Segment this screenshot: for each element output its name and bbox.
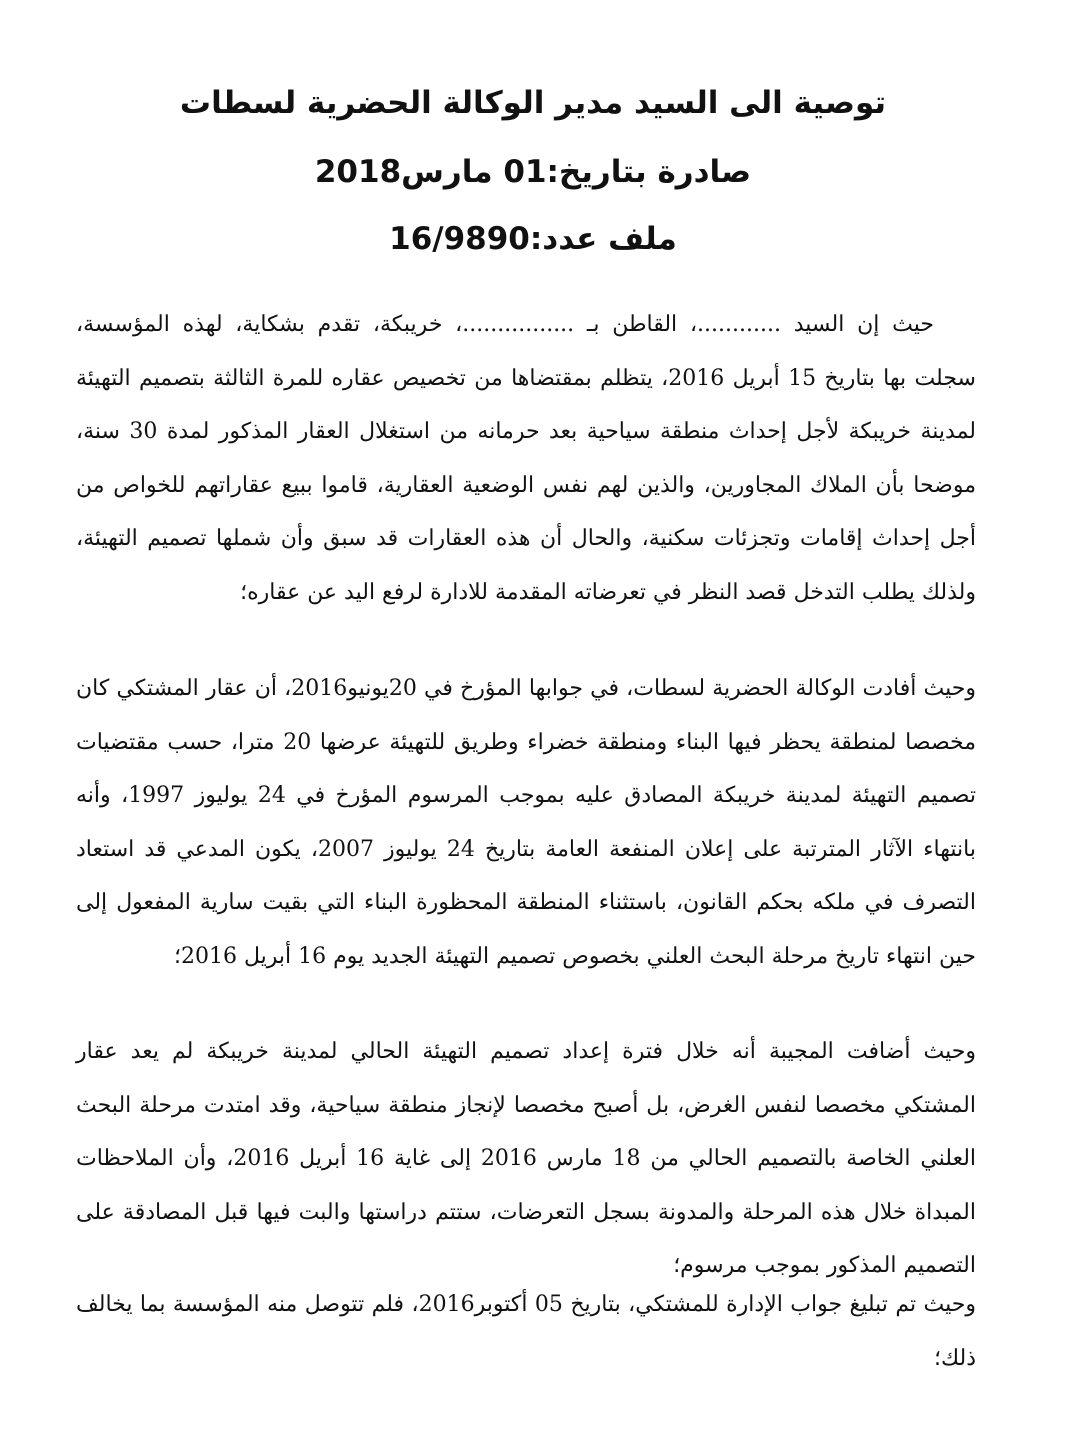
issue-date-line: صادرة بتاريخ:01 مارس2018 (314, 154, 752, 190)
file-number-line: ملف عدد:16/9890 (389, 221, 677, 257)
document-title: توصية الى السيد مدير الوكالة الحضرية لسطات (179, 85, 887, 121)
paragraph-complaint: حيث إن السيد ............، القاطن بـ ................، خريبكة، تقدم بشكاية، لهذه المؤسسة، سجلت بها بتاريخ 15 أبريل 2016، يتظلم بمقتضاها من تخصيص عقاره للمرة الثالثة بتصميم التهيئة لمدينة خريبكة لأجل إحداث منطقة سياحية بعد حرمانه من استغلال العقار المذكور لمدة 30 سنة، موضحا بأن الملاك المجاورين، والذين لهم نفس الوضعية العقارية، قاموا ببيع عقاراتهم للخواص من أجل إحداث إقامات وتجزئات سكنية، والحال أن هذه العقارات قد سبق وأن شملها تصميم التهيئة، ولذلك يطلب التدخل قصد النظر في تعرضاته المقدمة للادارة لرفع اليد عن عقاره؛ (76, 312, 976, 605)
paragraph-agency-addition: وحيث أضافت المجيبة أنه خلال فترة إعداد تصميم التهيئة الحالي لمدينة خريبكة لم يعد عقار المشتكي مخصصا لنفس الغرض، بل أصبح مخصصا لإنجاز منطقة سياحية، وقد امتدت مرحلة البحث العلني الخاصة بالتصميم الحالي من 18 مارس 2016 إلى غاية 16 أبريل 2016، وأن الملاحظات المبداة خلال هذه المرحلة والمدونة بسجل التعرضات، ستتم دراستها والبت فيها قبل المصادقة على التصميم المذكور بموجب مرسوم؛ (76, 1039, 977, 1278)
paragraph-agency-response: وحيث أفادت الوكالة الحضرية لسطات، في جوابها المؤرخ في 20يونيو2016، أن عقار المشتكي كان مخصصا لمنطقة يحظر فيها البناء ومنطقة خضراء وطريق للتهيئة عرضها 20 مترا، حسب مقتضيات تصميم التهيئة لمدينة خريبكة المصادق عليه بموجب المرسوم المؤرخ في 24 يوليوز 1997، وأنه بانتهاء الآثار المترتبة على إعلان المنفعة العامة بتاريخ 24 يوليوز 2007، يكون المدعي قد استعاد التصرف في ملكه بحكم القانون، باستثناء المنطقة المحظورة البناء التي بقيت سارية المفعول إلى حين انتهاء تاريخ مرحلة البحث العلني بخصوص تصميم التهيئة الجديد يوم 16 أبريل 2016؛ (76, 676, 977, 969)
paragraph-notification: وحيث تم تبليغ جواب الإدارة للمشتكي، بتاريخ 05 أكتوبر2016، فلم تتوصل منه المؤسسة بما يخالف ذلك؛ (76, 1292, 976, 1371)
